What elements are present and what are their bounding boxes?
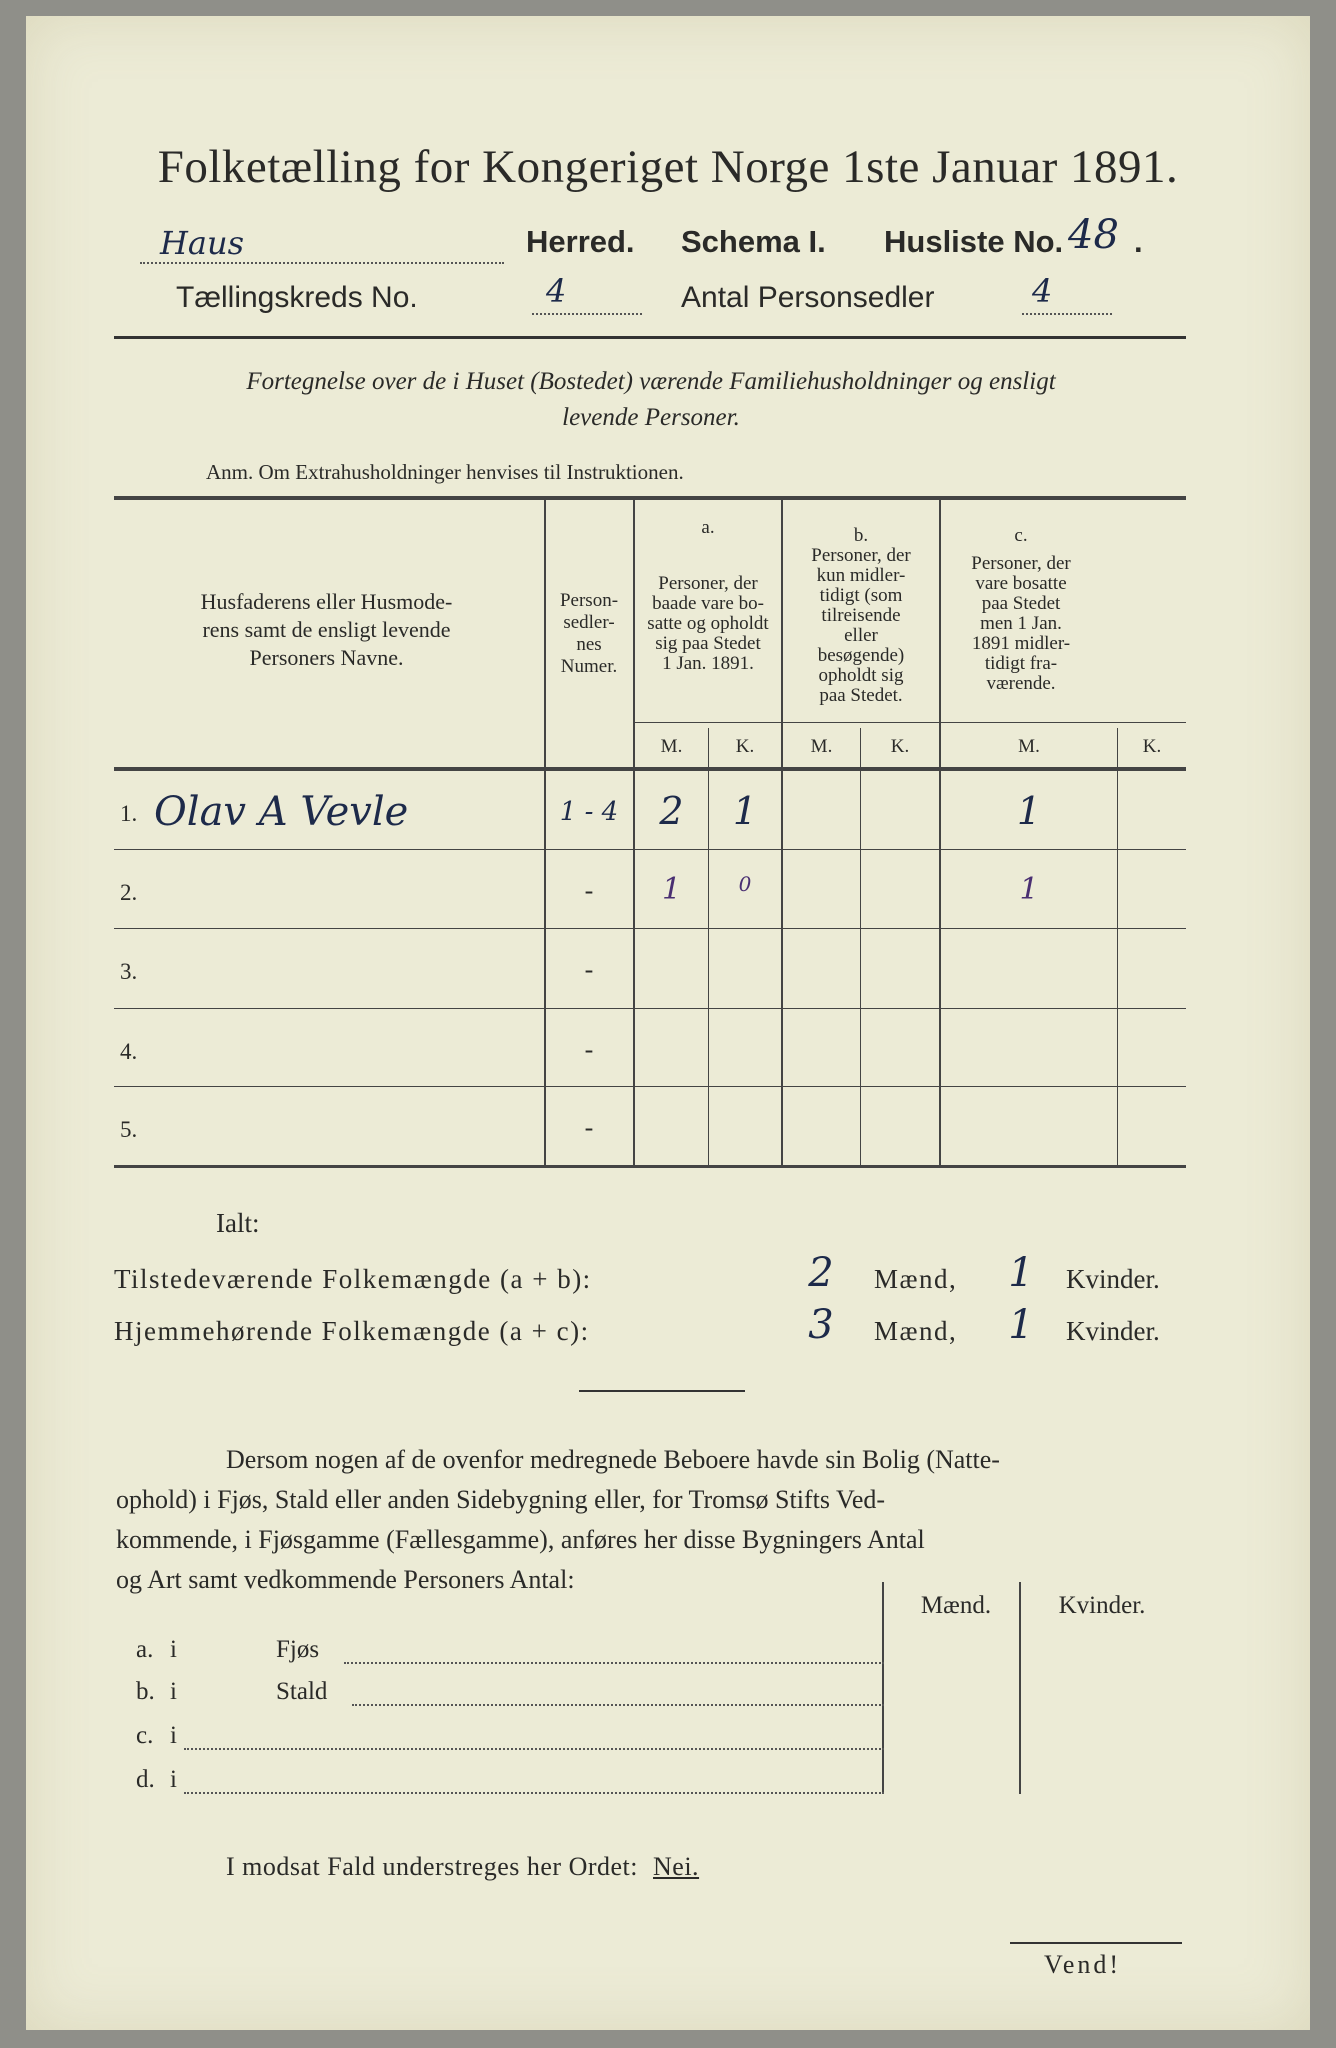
header-rule [114,336,1186,339]
bolig-paragraph [116,1440,1186,1600]
buildings-col-divider [1019,1582,1021,1794]
building-label: Fjøs [276,1636,320,1663]
col-header-b-line: tilreisende [821,605,901,626]
col-header-a-line: baade vare bo- [652,593,764,614]
hjemme-maend-label: Mænd, [874,1316,958,1346]
hjemme-maend-value: 3 [808,1302,834,1348]
mk-header-rule [633,722,1186,723]
col-header-names-line [114,616,539,644]
census-form-page [26,16,1310,2030]
k-label-b: K. [890,736,910,757]
row-numer: 1 - 4 [559,797,619,827]
hjemme-kvinder-label: Kvinder. [1066,1316,1160,1346]
col-header-b-line: besøgende) [817,645,905,666]
short-divider [579,1390,745,1392]
row-number: 2. [120,880,138,905]
row-numer: - [584,876,594,905]
table-row [114,850,1186,928]
schema-label: Schema I. [681,224,826,259]
modsat-fald [226,1852,699,1882]
col-header-b-line: tidigt (som [819,585,903,606]
col-header-numer-line: nes [576,634,602,655]
row-a-k: 1 [732,789,758,833]
kreds-label: Tællingskreds No. [176,281,418,314]
col-header-names-text: rens samt de ensligt levende [202,617,451,642]
personsedler-label: Antal Personsedler [681,281,935,314]
husliste-dot: . [1134,224,1143,259]
building-dotted-line [184,1748,884,1750]
tilstede-kvinder-value: 1 [1008,1250,1034,1296]
herred-label: Herred. [526,224,635,259]
col-header-names [114,588,539,672]
building-row-c [136,1722,886,1762]
intro-line-1: Fortegnelse over de i Huset (Bostedet) værende Familiehusholdninger og ensligt [246,368,1056,395]
building-row-stald [136,1678,886,1718]
row-a-m: 1 [661,872,682,907]
row-number: 1. [120,801,138,826]
building-letter: a. [136,1636,154,1663]
kreds-dotted-line [532,313,642,315]
table-row [114,1009,1186,1087]
col-header-c-line: 1891 midler- [971,633,1071,654]
m-label-b: M. [810,736,833,757]
k-label-a: K. [735,736,755,757]
col-header-c-line: men 1 Jan. [980,613,1062,634]
paragraph-line: kommende, i Fjøsgamme (Fællesgamme), anføres her disse Bygningers Antal [116,1525,925,1554]
paragraph-line: og Art samt vedkommende Personers Antal: [116,1565,575,1594]
table-row [114,1087,1186,1165]
row-c-m: 1 [1016,789,1042,833]
col-header-c-line: værende. [986,673,1056,694]
row-numer: - [584,1035,594,1064]
vend-rule [1010,1942,1182,1944]
personsedler-dotted-line [1022,313,1112,315]
row-numer: - [584,1113,594,1142]
col-header-numer-line: sedler- [563,612,615,633]
building-dotted-line [344,1662,884,1664]
nei-word: Nei. [653,1852,700,1881]
table-bottom-rule [114,1165,1186,1168]
form-title: Folketælling for Kongeriget Norge 1ste Januar 1891. [157,141,1179,193]
col-header-b-line: eller [844,625,878,646]
tilstede-kvinder-label: Kvinder. [1066,1264,1160,1294]
table-row [114,929,1186,1007]
table-row [114,771,1186,849]
hjemme-kvinder-value: 1 [1008,1302,1034,1348]
col-header-names-line: Husfaderens eller Husmode- [200,589,453,614]
vend-label: Vend! [1044,1950,1122,1979]
buildings-list [136,1636,896,1806]
m-label-a: M. [660,736,683,757]
col-header-b-line: kun midler- [816,565,906,586]
col-header-numer-line: Person- [559,590,619,611]
tilstede-maend-label: Mænd, [874,1264,958,1294]
col-header-c [941,526,1101,694]
hjemme-label: Hjemmehørende Folkemængde (a + c): [114,1316,590,1346]
col-header-a-line: satte og opholdt [647,613,769,634]
building-dotted-line [184,1792,884,1794]
household-table [114,496,1186,1168]
building-i: i [170,1636,177,1663]
col-header-numer-line: Numer. [560,656,618,677]
col-header-c-line: Personer, der [971,553,1071,574]
building-letter: d. [136,1766,155,1793]
table-top-rule [114,496,1186,500]
col-header-b [783,526,939,706]
building-letter: c. [136,1722,154,1749]
row-number: 5. [120,1117,138,1142]
col-header-a [635,518,781,674]
col-header-a-line: sig paa Stedet [655,633,761,654]
row-a-k: 0 [738,872,752,896]
k-label-c: K. [1142,736,1162,757]
row-numer: - [584,955,594,984]
col-header-b-line: Personer, der [811,545,911,566]
building-dotted-line [352,1704,884,1706]
buildings-maend-header: Mænd. [920,1592,992,1619]
building-label: Stald [276,1678,328,1705]
buildings-kvinder-header: Kvinder. [1058,1592,1146,1619]
tilstede-label: Tilstedeværende Folkemængde (a + b): [114,1264,592,1294]
col-header-c-letter: c. [1014,525,1028,546]
tilstede-maend-value: 2 [808,1250,834,1296]
col-header-a-letter: a. [701,517,715,538]
anm-note: Anm. Om Extrahusholdninger henvises til Instruktionen. [206,460,684,484]
husliste-label: Husliste No. [884,224,1064,259]
row-c-m: 1 [1019,872,1039,907]
row-number: 3. [120,959,138,984]
col-header-b-line: paa Stedet. [819,685,903,706]
col-header-a-line: Personer, der [658,573,758,594]
husliste-value: 48 [1068,212,1119,258]
col-header-a-line: 1 Jan. 1891. [662,653,754,674]
row-name: Olav A Vevle [154,789,409,835]
herred-value: Haus [160,224,245,262]
personsedler-value: 4 [1032,272,1053,310]
intro-line-2: levende Personer. [562,404,740,431]
col-header-numer [546,590,632,678]
m-label-c [941,736,1117,758]
col-header-b-letter: b. [853,525,869,546]
col-header-b-line: opholdt sig [818,665,904,686]
modsat-text: I modsat Fald understreges her Ordet: [226,1852,639,1881]
row-number: 4. [120,1039,138,1064]
building-i: i [170,1766,177,1793]
ialt-label: Ialt: [216,1208,260,1238]
herred-dotted-line [140,262,504,264]
col-header-names-line: Personers Navne. [249,645,404,670]
col-header-c-line: vare bosatte [975,573,1067,594]
building-row-fjos [136,1636,886,1676]
building-i: i [170,1678,177,1705]
paragraph-line: Dersom nogen af de ovenfor medregnede Beboere havde sin Bolig (Natte- [226,1445,1000,1474]
building-row-d [136,1766,886,1806]
row-a-m: 2 [659,789,684,833]
paragraph-line: ophold) i Fjøs, Stald eller anden Sidebygning eller, for Tromsø Stifts Ved- [116,1485,886,1514]
building-letter: b. [136,1678,155,1705]
kreds-value: 4 [546,272,567,310]
col-header-c-line: tidigt fra- [984,653,1058,674]
building-i: i [170,1722,177,1749]
col-header-c-line: paa Stedet [981,593,1061,614]
m-label-c-text: M. [1018,736,1040,757]
herred-field [140,224,518,262]
